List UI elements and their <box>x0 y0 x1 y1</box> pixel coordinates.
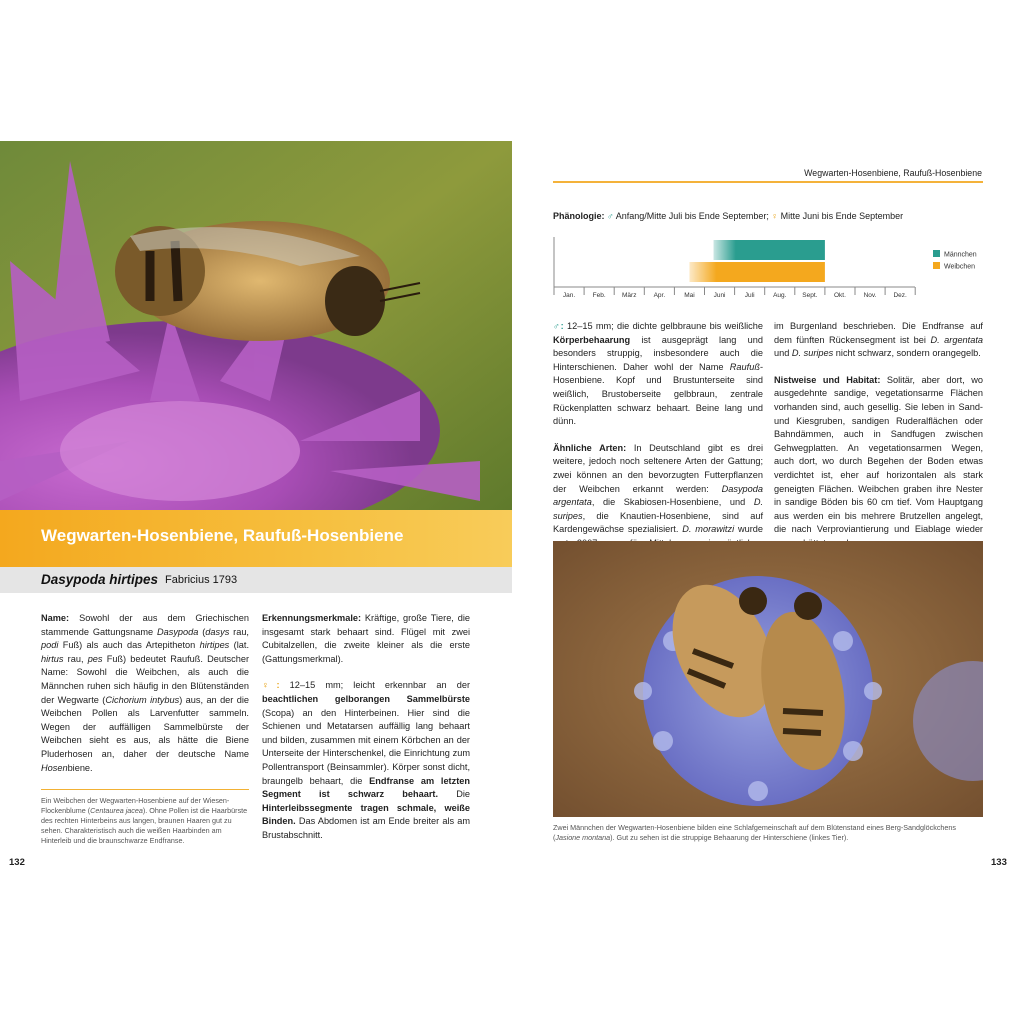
text-run: (Scopa) an den Hinterbeinen. Hier sind die Schienen und Metatarsen auffällig lang behaart und bilden, zusammen mit einem Körbchen an der Unterseite der Hinterschenkel, die Einrichtung zum Pollentransport (Beinsammler). Körper sonst dicht, braungelb behaart, die <box>262 707 470 786</box>
legend-label-männchen: Männchen <box>944 251 977 259</box>
text-run: Hinterleibssegmente tragen schmale, weiße Binden. <box>262 802 470 827</box>
male-paragraph <box>553 320 763 429</box>
phenology-heading <box>553 211 903 221</box>
text-run: Jasione montana <box>555 833 611 842</box>
similar-label: Ähnliche Arten: <box>553 442 627 453</box>
text-run: Endfranse am letzten Segment ist schwarz behaart. <box>262 775 470 800</box>
text-run: D. argentata <box>930 334 983 345</box>
title-band <box>0 510 512 567</box>
chart-bars <box>689 240 824 282</box>
nesting-paragraph <box>774 374 983 551</box>
features-paragraph <box>262 612 470 666</box>
right-column-2 <box>774 320 983 551</box>
text-run: Die <box>438 789 470 800</box>
phenology-chart <box>553 237 983 303</box>
text-run: beachtlichen gelborangen Sammelbürste <box>262 693 470 704</box>
text-run: Solitär, aber dort, wo ausgedehnte sandige, vegetationsarme Flächen vorhanden sind, auch gesellig. Sie leben in Sand- und Kiesgruben, sandigen Ruderalflächen oder Bahndämmen, auch in Sandfugen zwischen Gehwegplatten. An vegetationsarmen Wegen, auch dort, wo durch Begehen der Boden etwas verdichtet ist, eher auf horizontalen als stark geneigten Flächen. Weibchen graben ihre Nester in sandige Böden bis 60 cm tief. Vom Hauptgang aus werden ein bis mehrere Brutzellen angelegt, die nach Verproviantierung und Eiablage wieder <box>774 374 983 535</box>
tick-label-10: Okt. <box>833 292 846 299</box>
text-run: Mitte Juni bis Ende September <box>778 211 904 221</box>
text-run: , die Knautien-Hosenbiene, sind auf Kardengewächse spezialisiert. <box>553 510 763 535</box>
female-symbol: ♀ <box>771 211 779 221</box>
text-run: ) aus, an der die Weibchen Pollen als Larvenfutter sammeln. Wegen der auffälligen Sammelbürste der Weibchen sieht es aus, als hätte die Biene Pluderhosen an, daher der deutsche Name <box>41 694 250 759</box>
text-run: Ein Weibchen der Wegwarten-Hosenbiene auf der Wiesen-Flockenblume ( <box>41 796 230 815</box>
female-symbol: ♀: <box>262 680 280 691</box>
bar-weibchen <box>689 262 824 282</box>
text-run: -Hosenbiene. Kopf und Brustunterseite sind weißlich, Brustoberseite gelbbraun, zentrale Rückenplatten schwarz behaart. Beine lang und dünn. <box>553 361 763 427</box>
left-photo-caption <box>41 796 253 846</box>
text-run: D. suripes <box>553 497 763 521</box>
species-title: Wegwarten-Hosenbiene, Raufuß-Hosenbiene <box>41 526 404 545</box>
text-run: 12–15 mm; leicht erkennbar an der <box>279 680 470 691</box>
text-run: Kräftige, große Tiere, die insgesamt stark behaart sind. Flügel mit zwei Cubitalzellen, die zweite kleiner als die erste (Gattungsmerkmal). <box>262 613 470 664</box>
tick-label-2: Feb. <box>592 292 606 299</box>
text-run: Das Abdomen ist am Ende breiter als am Brustabschnitt. <box>262 816 470 840</box>
name-label: Name: <box>41 613 70 623</box>
text-run: In Deutschland gibt es drei weitere, jedoch noch seltenere Arten der Gattung; zwei können an den bevorzugten Futterpflanzen der Weibchen erkannt werden: <box>553 442 764 494</box>
text-run: pes <box>87 653 103 664</box>
tick-label-11: Nov. <box>863 292 877 299</box>
text-run: Dasypoda <box>156 626 199 637</box>
features-label: Erkennungsmerkmale: <box>262 613 362 623</box>
tick-label-7: Juli <box>744 292 755 299</box>
tick-label-9: Sept. <box>802 292 818 299</box>
text-run: , die Skabiosen-Hosenbiene, und <box>591 497 754 508</box>
text-run: dasys <box>205 626 230 637</box>
name-paragraph <box>41 612 249 775</box>
scientific-name: Dasypoda hirtipes <box>41 572 159 587</box>
text-run: podi <box>41 640 59 651</box>
left-page-number: 132 <box>9 857 25 868</box>
text-run: rau, <box>63 653 88 664</box>
chart-ticks <box>554 287 915 299</box>
text-run: Dasypoda argentata <box>553 483 763 508</box>
bee-on-knapweed-illustration <box>0 141 512 510</box>
text-run: ist ausgeprägt lang und besonders struppig, insbesondere auch die Hinterschienen. Daher wohl der Name <box>553 334 763 372</box>
bees-on-sheepsbit-photo <box>553 541 983 817</box>
text-run: Centaurea jacea <box>90 806 143 815</box>
text-run: ( <box>198 626 206 637</box>
text-run: Raufuß <box>729 361 760 372</box>
caption-rule <box>41 789 249 790</box>
tick-label-12: Dez. <box>893 292 907 299</box>
text-run: 12–15 mm; die dichte gelbbraune bis weißliche <box>563 321 763 331</box>
text-run: ). Ohne Pollen ist die Haarbürste des rechten Hinterbeins aus langen, braunen Haaren gut zu sehen. Charakteristisch auch die weißen Haarbinden am Hinterleib und die braunschwarze Endfranse. <box>41 806 248 845</box>
text-run: Hosen <box>41 762 68 773</box>
legend-swatch-männchen <box>933 250 940 257</box>
text-run: rau, <box>229 626 249 637</box>
tick-label-4: Apr. <box>653 292 666 299</box>
bees-on-sheepsbit-illustration <box>553 541 983 817</box>
scientific-name-band <box>0 567 512 593</box>
text-run: Sowohl der aus dem Griechischen stammende Gattungsname <box>41 613 249 637</box>
author-year: Fabricius 1793 <box>165 574 238 586</box>
tick-label-6: Juni <box>713 292 726 299</box>
text-run: wurde <box>737 524 763 535</box>
running-header: Wegwarten-Hosenbiene, Raufuß-Hosenbiene <box>804 168 982 178</box>
left-column-1 <box>41 612 249 775</box>
text-run: hirtus <box>41 653 64 664</box>
text-run: Körperbehaarung <box>553 334 631 345</box>
male-symbol: ♂: <box>553 321 564 331</box>
nesting-label: Nistweise und Habitat: <box>774 374 881 385</box>
bar-männchen <box>714 240 825 260</box>
right-page-number: 133 <box>991 857 1007 868</box>
phenology-label: Phänologie: <box>553 211 605 221</box>
legend-label-weibchen: Weibchen <box>944 263 976 271</box>
text-run: (lat. <box>229 640 249 651</box>
tick-label-3: März <box>622 292 637 299</box>
chart-legend <box>933 250 977 271</box>
right-column-1 <box>553 320 763 564</box>
left-column-2 <box>262 612 470 843</box>
text-run: Anfang/Mitte Juli bis Ende September; <box>613 211 772 221</box>
header-rule <box>553 181 983 183</box>
right-photo-caption <box>553 823 983 843</box>
text-run: Fuß) als auch das Artepitheton <box>58 640 200 651</box>
text-run: biene. <box>67 762 93 773</box>
legend-swatch-weibchen <box>933 262 940 269</box>
text-run: Fuß) bedeutet Raufuß. Deutscher Name: Sowohl die Weibchen, als auch die Männchen ruhen sich häufig in den Blütenständen der Wegwarte ( <box>41 653 249 705</box>
tick-label-5: Mai <box>684 292 695 299</box>
text-run: D. morawitzi <box>682 524 735 535</box>
text-run: Cichorium intybus <box>105 694 180 705</box>
bee-on-knapweed-photo <box>0 141 512 510</box>
male-symbol: ♂ <box>607 211 614 221</box>
tick-label-1: Jan. <box>562 292 576 299</box>
text-run: im Burgenland beschrieben. Die Endfranse auf dem fünften Rückensegment ist bei <box>774 321 983 345</box>
continued-paragraph <box>774 320 983 361</box>
text-run: hirtipes <box>199 640 230 651</box>
female-paragraph <box>262 679 470 842</box>
tick-label-8: Aug. <box>773 292 787 299</box>
text-run: nicht schwarz, sondern orangegelb. <box>833 348 981 359</box>
text-run: Zwei Männchen der Wegwarten-Hosenbiene bilden eine Schlafgemeinschaft auf dem Blütenstand eines Berg-Sandglöckchens ( <box>553 823 957 842</box>
text-run: ). Gut zu sehen ist die struppige Behaarung der Hinterschiene (linkes Tier). <box>610 833 849 842</box>
text-run: und <box>774 348 792 359</box>
text-run: D. suripes <box>791 348 834 359</box>
